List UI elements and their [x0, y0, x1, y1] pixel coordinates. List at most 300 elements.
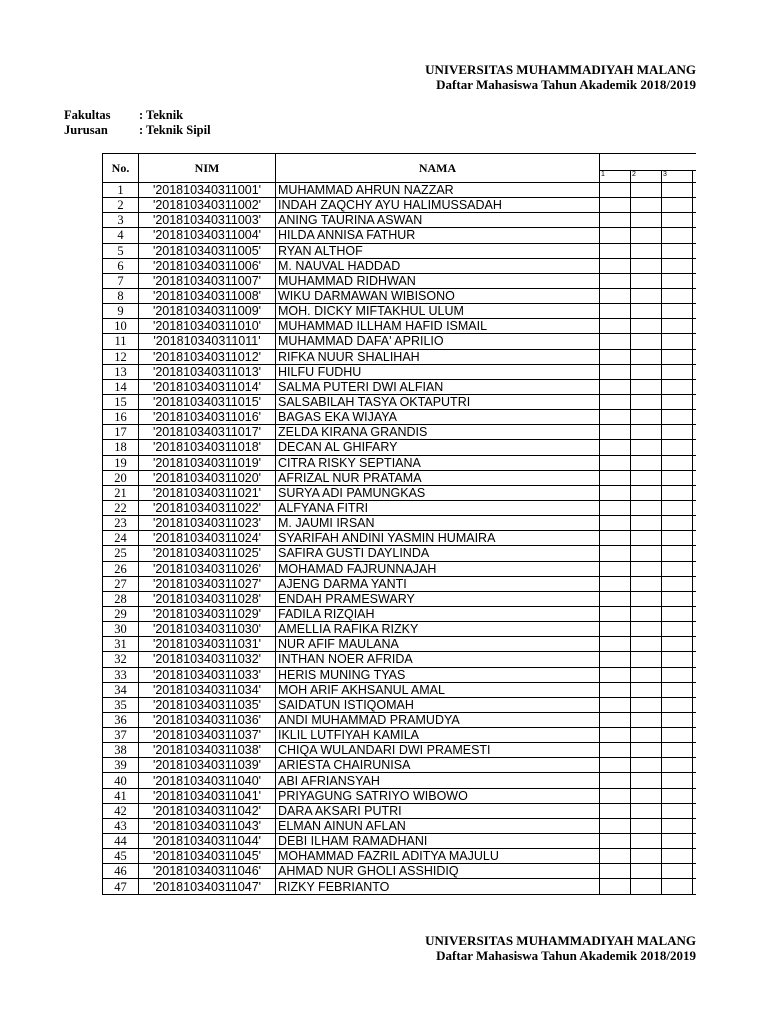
- attendance-cell: [631, 743, 662, 758]
- table-row: [103, 531, 697, 546]
- row-nama: ABI AFRIANSYAH: [276, 773, 600, 788]
- row-nim: '201810340311023': [139, 516, 276, 531]
- row-number: 11: [103, 334, 139, 349]
- row-nim: '201810340311024': [139, 531, 276, 546]
- row-number: 36: [103, 712, 139, 727]
- attendance-cell: [662, 728, 693, 743]
- row-number: 26: [103, 561, 139, 576]
- row-number: 24: [103, 531, 139, 546]
- row-nama: FADILA RIZQIAH: [276, 606, 600, 621]
- row-nim: '201810340311006': [139, 258, 276, 273]
- attendance-cell: [631, 183, 662, 198]
- row-nim: '201810340311013': [139, 364, 276, 379]
- attendance-cell: [693, 606, 697, 621]
- table-row: [103, 364, 697, 379]
- attendance-cell: [631, 425, 662, 440]
- row-nama: ANDI MUHAMMAD PRAMUDYA: [276, 712, 600, 727]
- row-nama: MOH ARIF AKHSANUL AMAL: [276, 682, 600, 697]
- row-number: 2: [103, 198, 139, 213]
- attendance-cell: [631, 288, 662, 303]
- attendance-cell: [600, 652, 631, 667]
- attendance-cell: [631, 849, 662, 864]
- row-number: 46: [103, 864, 139, 879]
- attendance-cell: [662, 743, 693, 758]
- table-row: [103, 500, 697, 515]
- attendance-cell: [631, 652, 662, 667]
- attendance-cell: [631, 213, 662, 228]
- attendance-cell: [693, 576, 697, 591]
- row-nama: NUR AFIF MAULANA: [276, 637, 600, 652]
- attendance-cell: [662, 531, 693, 546]
- row-number: 6: [103, 258, 139, 273]
- attendance-cell: [662, 712, 693, 727]
- attendance-cell: [600, 183, 631, 198]
- row-nim: '201810340311038': [139, 743, 276, 758]
- table-row: [103, 591, 697, 606]
- row-nama: MOHAMAD FAJRUNNAJAH: [276, 561, 600, 576]
- attendance-cell: [600, 834, 631, 849]
- attendance-cell: [631, 485, 662, 500]
- attendance-cell: [693, 743, 697, 758]
- attendance-cell: [662, 788, 693, 803]
- header-no: No.: [103, 154, 139, 183]
- row-number: 29: [103, 606, 139, 621]
- table-row: [103, 576, 697, 591]
- attendance-cell: [662, 864, 693, 879]
- attendance-cell: [693, 288, 697, 303]
- row-number: 13: [103, 364, 139, 379]
- table-row: [103, 682, 697, 697]
- attendance-cell: [631, 470, 662, 485]
- row-number: 39: [103, 758, 139, 773]
- row-number: 22: [103, 500, 139, 515]
- attendance-cell: [600, 228, 631, 243]
- row-nama: CITRA RISKY SEPTIANA: [276, 455, 600, 470]
- row-nim: '201810340311043': [139, 818, 276, 833]
- attendance-cell: [662, 667, 693, 682]
- attendance-cell: [662, 394, 693, 409]
- row-number: 27: [103, 576, 139, 591]
- row-nim: '201810340311015': [139, 394, 276, 409]
- attendance-cell: [693, 319, 697, 334]
- row-number: 43: [103, 818, 139, 833]
- attendance-cell: [693, 849, 697, 864]
- row-nama: ANING TAURINA ASWAN: [276, 213, 600, 228]
- attendance-cell: [631, 273, 662, 288]
- attendance-cell: [662, 455, 693, 470]
- attendance-cell: [662, 834, 693, 849]
- attendance-cell: [631, 394, 662, 409]
- table-row: [103, 228, 697, 243]
- table-row: [103, 334, 697, 349]
- header-nim: NIM: [139, 154, 276, 183]
- table-header-row: [103, 154, 697, 171]
- table-row: [103, 697, 697, 712]
- row-nim: '201810340311045': [139, 849, 276, 864]
- attendance-cell: [693, 440, 697, 455]
- attendance-cell: [600, 743, 631, 758]
- attendance-cell: [693, 410, 697, 425]
- attendance-cell: [600, 213, 631, 228]
- attendance-cell: [693, 349, 697, 364]
- attendance-cell: [631, 258, 662, 273]
- table-row: [103, 410, 697, 425]
- table-row: [103, 864, 697, 879]
- attendance-cell: [600, 379, 631, 394]
- attendance-cell: [662, 288, 693, 303]
- attendance-cell: [600, 864, 631, 879]
- attendance-cell: [693, 546, 697, 561]
- row-nim: '201810340311047': [139, 879, 276, 894]
- attendance-cell: [631, 455, 662, 470]
- row-nim: '201810340311044': [139, 834, 276, 849]
- row-number: 18: [103, 440, 139, 455]
- row-number: 30: [103, 622, 139, 637]
- row-nim: '201810340311009': [139, 304, 276, 319]
- row-nim: '201810340311034': [139, 682, 276, 697]
- row-number: 42: [103, 803, 139, 818]
- row-number: 5: [103, 243, 139, 258]
- row-nim: '201810340311037': [139, 728, 276, 743]
- row-nama: MOHAMMAD FAZRIL ADITYA MAJULU: [276, 849, 600, 864]
- row-nim: '201810340311028': [139, 591, 276, 606]
- attendance-cell: [693, 697, 697, 712]
- attendance-cell: [600, 470, 631, 485]
- attendance-cell: [662, 243, 693, 258]
- faculty-info: [64, 108, 211, 138]
- attendance-cell: [631, 803, 662, 818]
- attendance-cell: [693, 394, 697, 409]
- row-nama: M. NAUVAL HADDAD: [276, 258, 600, 273]
- attendance-cell: [631, 879, 662, 894]
- attendance-cell: [693, 773, 697, 788]
- attendance-cell: [600, 364, 631, 379]
- attendance-cell: [662, 637, 693, 652]
- attendance-cell: [693, 818, 697, 833]
- attendance-cell: [600, 349, 631, 364]
- table-row: [103, 561, 697, 576]
- attendance-cell: [600, 258, 631, 273]
- table-row: [103, 455, 697, 470]
- row-nama: M. JAUMI IRSAN: [276, 516, 600, 531]
- attendance-cell: [693, 803, 697, 818]
- row-number: 40: [103, 773, 139, 788]
- row-nim: '201810340311020': [139, 470, 276, 485]
- attendance-cell: [693, 652, 697, 667]
- row-nama: IKLIL LUTFIYAH KAMILA: [276, 728, 600, 743]
- row-number: 38: [103, 743, 139, 758]
- attendance-cell: [600, 394, 631, 409]
- table-body: [103, 183, 697, 895]
- attendance-cell: [693, 622, 697, 637]
- row-nim: '201810340311016': [139, 410, 276, 425]
- row-number: 21: [103, 485, 139, 500]
- attendance-cell: [662, 500, 693, 515]
- attendance-cell: [662, 697, 693, 712]
- row-nim: '201810340311011': [139, 334, 276, 349]
- attendance-cell: [662, 440, 693, 455]
- row-number: 4: [103, 228, 139, 243]
- attendance-cell: [600, 849, 631, 864]
- attendance-cell: [662, 546, 693, 561]
- table-row: [103, 546, 697, 561]
- attendance-cell: [631, 576, 662, 591]
- attendance-cell: [693, 228, 697, 243]
- attendance-cell: [662, 425, 693, 440]
- attendance-cell: [662, 379, 693, 394]
- table-row: [103, 485, 697, 500]
- row-nim: '201810340311033': [139, 667, 276, 682]
- row-nama: SAFIRA GUSTI DAYLINDA: [276, 546, 600, 561]
- department-row: [64, 123, 211, 138]
- attendance-cell: [631, 637, 662, 652]
- attendance-cell: [631, 682, 662, 697]
- table-row: [103, 637, 697, 652]
- row-number: 8: [103, 288, 139, 303]
- row-nim: '201810340311004': [139, 228, 276, 243]
- faculty-row: [64, 108, 211, 123]
- row-nim: '201810340311026': [139, 561, 276, 576]
- attendance-cell: [631, 243, 662, 258]
- row-nim: '201810340311032': [139, 652, 276, 667]
- attendance-cell: [693, 183, 697, 198]
- row-number: 31: [103, 637, 139, 652]
- row-number: 20: [103, 470, 139, 485]
- attendance-cell: [662, 758, 693, 773]
- row-nama: SURYA ADI PAMUNGKAS: [276, 485, 600, 500]
- attendance-cell: [600, 243, 631, 258]
- row-number: 12: [103, 349, 139, 364]
- attendance-cell: [693, 516, 697, 531]
- row-nim: '201810340311019': [139, 455, 276, 470]
- row-nama: HILFU FUDHU: [276, 364, 600, 379]
- attendance-cell: [631, 818, 662, 833]
- row-nama: MUHAMMAD RIDHWAN: [276, 273, 600, 288]
- faculty-value: : Teknik: [139, 108, 184, 122]
- attendance-cell: [600, 606, 631, 621]
- table-row: [103, 743, 697, 758]
- attendance-cell: [600, 576, 631, 591]
- row-nim: '201810340311018': [139, 440, 276, 455]
- faculty-label: Fakultas: [64, 108, 111, 122]
- attendance-cell: [631, 531, 662, 546]
- attendance-cell: [600, 425, 631, 440]
- table-row: [103, 849, 697, 864]
- student-table: [102, 153, 696, 895]
- row-nama: ELMAN AINUN AFLAN: [276, 818, 600, 833]
- attendance-cell: [662, 183, 693, 198]
- attendance-cell: [600, 546, 631, 561]
- row-number: 25: [103, 546, 139, 561]
- row-nim: '201810340311029': [139, 606, 276, 621]
- row-nim: '201810340311005': [139, 243, 276, 258]
- table-row: [103, 803, 697, 818]
- attendance-cell: [600, 712, 631, 727]
- row-number: 45: [103, 849, 139, 864]
- row-number: 33: [103, 667, 139, 682]
- attendance-cell: [662, 682, 693, 697]
- attendance-cell: [662, 516, 693, 531]
- row-number: 34: [103, 682, 139, 697]
- attendance-cell: [693, 637, 697, 652]
- row-nama: RIFKA NUUR SHALIHAH: [276, 349, 600, 364]
- attendance-cell: [600, 879, 631, 894]
- row-number: 32: [103, 652, 139, 667]
- row-number: 35: [103, 697, 139, 712]
- attendance-cell: [662, 591, 693, 606]
- attendance-cell: [662, 470, 693, 485]
- attendance-cell: [693, 364, 697, 379]
- attendance-cell: [662, 576, 693, 591]
- row-nama: HILDA ANNISA FATHUR: [276, 228, 600, 243]
- row-nim: '201810340311031': [139, 637, 276, 652]
- attendance-cell: [600, 440, 631, 455]
- attendance-cell: [631, 834, 662, 849]
- table-row: [103, 470, 697, 485]
- row-nim: '201810340311036': [139, 712, 276, 727]
- attendance-cell: [631, 379, 662, 394]
- row-nama: DEBI ILHAM RAMADHANI: [276, 834, 600, 849]
- header-nama: NAMA: [276, 154, 600, 183]
- attendance-cell: [662, 319, 693, 334]
- attendance-cell: [631, 228, 662, 243]
- table-row: [103, 183, 697, 198]
- row-nama: INDAH ZAQCHY AYU HALIMUSSADAH: [276, 198, 600, 213]
- table-row: [103, 349, 697, 364]
- row-nama: CHIQA WULANDARI DWI PRAMESTI: [276, 743, 600, 758]
- attendance-cell: [600, 622, 631, 637]
- attendance-cell: [693, 258, 697, 273]
- attendance-cell: [662, 349, 693, 364]
- attendance-cell: [693, 834, 697, 849]
- row-nama: AHMAD NUR GHOLI ASSHIDIQ: [276, 864, 600, 879]
- row-nim: '201810340311040': [139, 773, 276, 788]
- attendance-cell: [600, 773, 631, 788]
- row-number: 7: [103, 273, 139, 288]
- row-nama: MUHAMMAD AHRUN NAZZAR: [276, 183, 600, 198]
- row-nim: '201810340311027': [139, 576, 276, 591]
- university-name: UNIVERSITAS MUHAMMADIYAH MALANG: [425, 62, 696, 77]
- table-row: [103, 773, 697, 788]
- attendance-cell: [693, 682, 697, 697]
- attendance-cell: [693, 879, 697, 894]
- header-attendance-group: [600, 154, 697, 171]
- attendance-cell: [631, 773, 662, 788]
- attendance-cell: [693, 379, 697, 394]
- header-meeting-2: 2: [631, 171, 662, 183]
- table-row: [103, 288, 697, 303]
- table-row: [103, 516, 697, 531]
- attendance-cell: [693, 198, 697, 213]
- attendance-cell: [662, 606, 693, 621]
- attendance-cell: [693, 864, 697, 879]
- table-row: [103, 728, 697, 743]
- row-nim: '201810340311021': [139, 485, 276, 500]
- table-row: [103, 652, 697, 667]
- row-nama: INTHAN NOER AFRIDA: [276, 652, 600, 667]
- attendance-cell: [631, 304, 662, 319]
- row-nama: RYAN ALTHOF: [276, 243, 600, 258]
- row-nim: '201810340311017': [139, 425, 276, 440]
- table-row: [103, 879, 697, 894]
- row-nama: DECAN AL GHIFARY: [276, 440, 600, 455]
- attendance-cell: [600, 319, 631, 334]
- row-nim: '201810340311003': [139, 213, 276, 228]
- attendance-cell: [600, 485, 631, 500]
- attendance-cell: [662, 622, 693, 637]
- page-header: [380, 62, 696, 92]
- attendance-cell: [662, 364, 693, 379]
- row-nim: '201810340311039': [139, 758, 276, 773]
- attendance-cell: [693, 273, 697, 288]
- student-table-wrapper: [102, 153, 696, 895]
- row-number: 28: [103, 591, 139, 606]
- row-number: 15: [103, 394, 139, 409]
- attendance-cell: [662, 773, 693, 788]
- attendance-cell: [693, 500, 697, 515]
- attendance-cell: [600, 758, 631, 773]
- table-row: [103, 712, 697, 727]
- row-nama: ARIESTA CHAIRUNISA: [276, 758, 600, 773]
- attendance-cell: [662, 213, 693, 228]
- attendance-cell: [693, 561, 697, 576]
- header-meeting-4: [693, 171, 697, 183]
- page-footer-header: [380, 933, 696, 963]
- attendance-cell: [631, 758, 662, 773]
- row-number: 1: [103, 183, 139, 198]
- attendance-cell: [600, 682, 631, 697]
- attendance-cell: [600, 334, 631, 349]
- attendance-cell: [631, 364, 662, 379]
- row-number: 10: [103, 319, 139, 334]
- row-nama: AMELLIA RAFIKA RIZKY: [276, 622, 600, 637]
- table-row: [103, 758, 697, 773]
- attendance-cell: [600, 304, 631, 319]
- attendance-cell: [662, 228, 693, 243]
- table-row: [103, 273, 697, 288]
- attendance-cell: [662, 652, 693, 667]
- row-nama: PRIYAGUNG SATRIYO WIBOWO: [276, 788, 600, 803]
- row-nama: RIZKY FEBRIANTO: [276, 879, 600, 894]
- row-nama: SAIDATUN ISTIQOMAH: [276, 697, 600, 712]
- row-nim: '201810340311035': [139, 697, 276, 712]
- table-row: [103, 198, 697, 213]
- attendance-cell: [662, 879, 693, 894]
- attendance-cell: [631, 546, 662, 561]
- attendance-cell: [631, 864, 662, 879]
- table-row: [103, 258, 697, 273]
- row-nim: '201810340311025': [139, 546, 276, 561]
- table-row: [103, 243, 697, 258]
- attendance-cell: [631, 319, 662, 334]
- attendance-cell: [693, 758, 697, 773]
- row-nim: '201810340311001': [139, 183, 276, 198]
- attendance-cell: [693, 470, 697, 485]
- attendance-cell: [693, 728, 697, 743]
- row-nim: '201810340311030': [139, 622, 276, 637]
- row-nama: MUHAMMAD DAFA' APRILIO: [276, 334, 600, 349]
- attendance-cell: [600, 818, 631, 833]
- attendance-cell: [631, 622, 662, 637]
- row-nama: ENDAH PRAMESWARY: [276, 591, 600, 606]
- table-row: [103, 606, 697, 621]
- attendance-cell: [693, 485, 697, 500]
- row-number: 23: [103, 516, 139, 531]
- attendance-cell: [600, 273, 631, 288]
- row-nim: '201810340311046': [139, 864, 276, 879]
- table-row: [103, 818, 697, 833]
- attendance-cell: [662, 258, 693, 273]
